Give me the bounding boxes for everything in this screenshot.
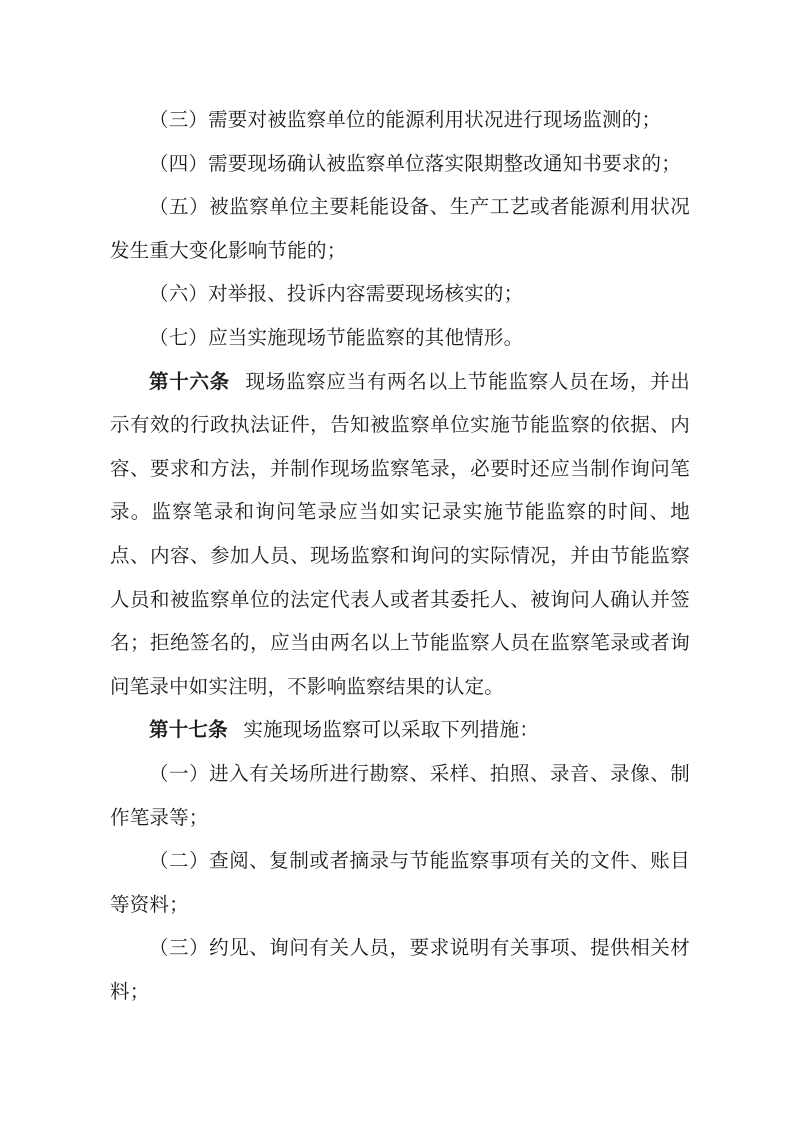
- paragraph: [110, 752, 690, 839]
- article-number: 第十七条: [149, 718, 228, 742]
- paragraph-text: 实施现场监察可以采取下列措施：: [243, 718, 539, 742]
- paragraph-text: （二）查阅、复制或者摘录与节能监察事项有关的文件、账目等资料；: [110, 849, 690, 916]
- paragraph-text: 现场监察应当有两名以上节能监察人员在场，并出示有效的行政执法证件，告知被监察单位实施节能监察的依据、内容、要求和方法，并制作现场监察笔录，必要时还应当制作询问笔录。监察笔录和询问笔录应当如实记录实施节能监察的时间、地点、内容、参加人员、现场监察和询问的实际情况，并由节能监察人员和被监察单位的法定代表人或者其委托人、被询问人确认并签名；拒绝签名的，应当由两名以上节能监察人员在监察笔录或者询问笔录中如实注明，不影响监察结果的认定。: [110, 369, 690, 698]
- paragraph: [110, 272, 690, 316]
- paragraph-text: （六）对举报、投诉内容需要现场核实的；: [149, 282, 524, 306]
- paragraph: [110, 98, 690, 142]
- document-body: [110, 98, 690, 1013]
- paragraph: [110, 839, 690, 926]
- article-16-paragraph: [110, 360, 690, 709]
- paragraph-text: （一）进入有关场所进行勘察、采样、拍照、录音、录像、制作笔录等；: [110, 761, 690, 829]
- paragraph-text: （三）约见、询问有关人员，要求说明有关事项、提供相关材料；: [110, 936, 690, 1003]
- paragraph: [110, 926, 690, 1013]
- paragraph-text: （四）需要现场确认被监察单位落实限期整改通知书要求的；: [149, 151, 681, 175]
- paragraph: [110, 185, 690, 272]
- article-17-paragraph: [110, 708, 690, 752]
- article-number: 第十六条: [149, 369, 230, 393]
- paragraph-text: （七）应当实施现场节能监察的其他情形。: [149, 325, 524, 349]
- paragraph-text: （三）需要对被监察单位的能源利用状况进行现场监测的；: [149, 108, 662, 131]
- paragraph-text: （五）被监察单位主要耗能设备、生产工艺或者能源利用状况发生重大变化影响节能的；: [110, 195, 690, 262]
- paragraph: [110, 316, 690, 360]
- paragraph: [110, 142, 690, 186]
